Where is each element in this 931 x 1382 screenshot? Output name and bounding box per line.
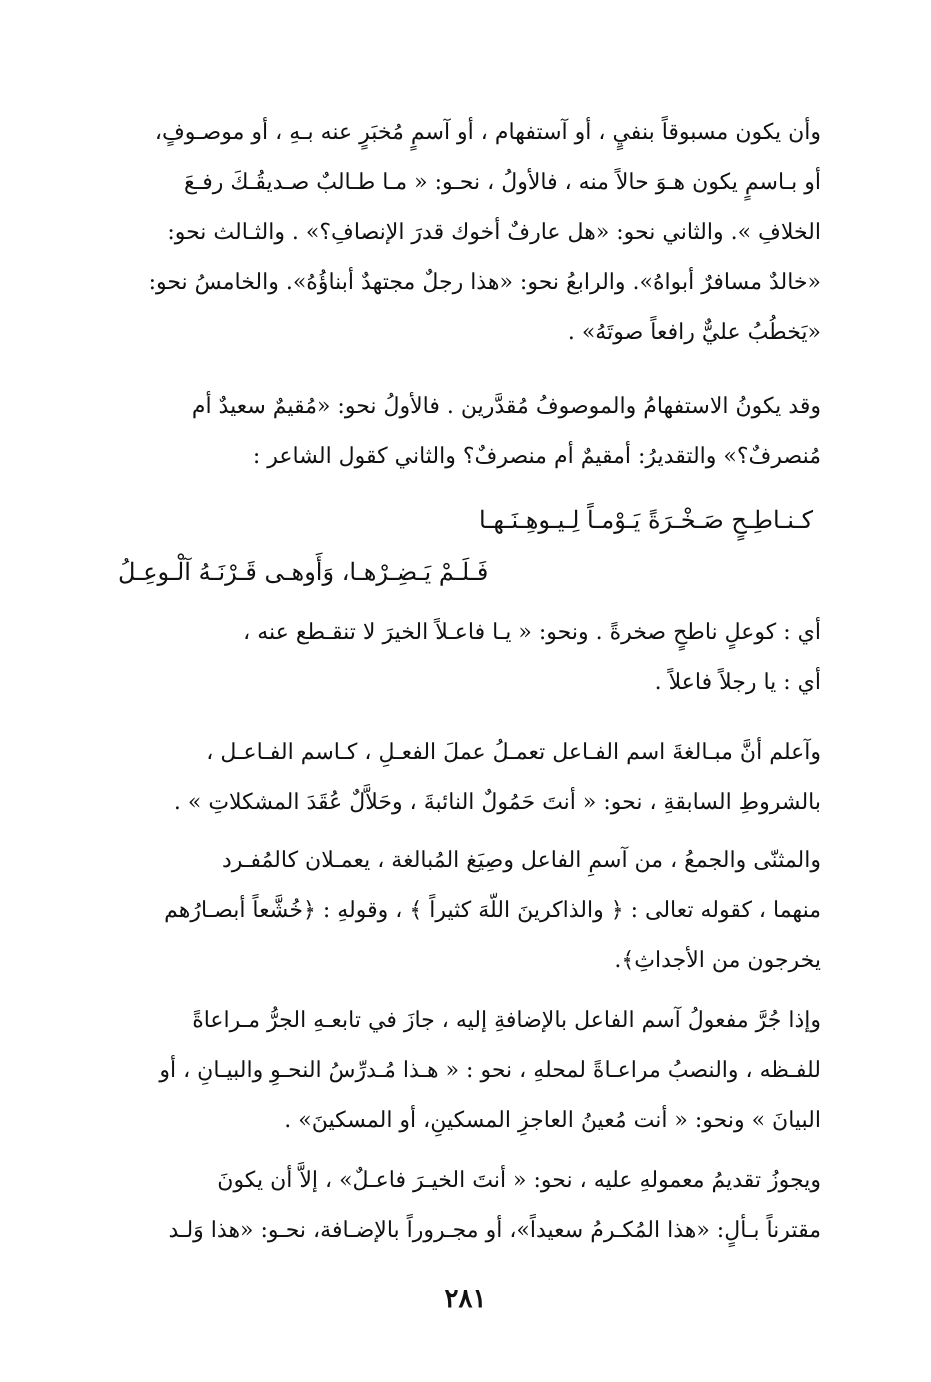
- paragraph-3: [118, 608, 821, 708]
- text-line: أو بـاسمٍ يكون هـوَ حالاً منه ، فالأولُ ، نحـو: « مـا طـالبٌ صـديقُـكَ رفـعَ: [184, 170, 821, 195]
- text-line: والمثنّى والجمعُ ، من آسمِ الفاعل وصِيَغ المُبالغة ، يعمـلان كالمُفـرد: [221, 848, 821, 873]
- page-number: ٢٨١: [444, 1284, 487, 1314]
- text-line: بالشروطِ السابقةِ ، نحو: « أنتَ حَمُولٌ النائبةَ ، وحَلاَّلٌ عُقَدَ المشكلاتِ » .: [173, 790, 821, 815]
- paragraph-1: [118, 108, 821, 358]
- text-line: أي : كوعلٍ ناطحٍ صخرةً . ونحو: « يـا فاعـلاً الخيرَ لا تنقـطع عنه ،: [243, 620, 821, 645]
- paragraph-6: [118, 996, 821, 1146]
- paragraph-2: [118, 382, 821, 482]
- text-line: وإذا جُرَّ مفعولُ آسم الفاعل بالإضافةِ إليه ، جازَ في تابعـهِ الجرُّ مـراعاةً: [192, 1008, 821, 1033]
- poetry-verse: [118, 494, 813, 598]
- text-line: وأن يكون مسبوقاً بنفيٍ ، أو آستفهام ، أو آسمٍ مُخبَرٍ عنه بـهِ ، أو موصـوفٍ،: [154, 120, 821, 145]
- verse-first-hemistich: كـنـاطِـحٍ صَـخْـرَةً يَـوْمـاً لِـيـوهِـنَـهـا: [479, 506, 813, 534]
- paragraph-5: [118, 836, 821, 986]
- text-line: البيانَ » ونحو: « أنت مُعينُ العاجزِ المسكينِ، أو المسكينَ» .: [284, 1108, 821, 1133]
- paragraph-7: [118, 1156, 821, 1256]
- text-line: للفـظه ، والنصبُ مراعـاةً لمحلهِ ، نحو : « هـذا مُـدرِّسُ النحـوِ والبيـانِ ، أو: [159, 1058, 821, 1083]
- text-line: الخلافِ ». والثاني نحو: «هل عارفٌ أخوك قدرَ الإنصافِ؟» . والثـالث نحو:: [167, 220, 821, 245]
- text-line: ويجوزُ تقديمُ معمولهِ عليه ، نحو: « أنتَ الخيـرَ فاعـلٌ» ، إلاَّ أن يكونَ: [217, 1168, 821, 1193]
- text-line: منهما ، كقوله تعالى : ﴿ والذاكرينَ اللّهَ كثيراً ﴾ ، وقولهِ : ﴿خُشَّعاً أبصـارُهم: [164, 898, 821, 923]
- text-line: وآعلم أنَّ مبـالغةَ اسم الفـاعل تعمـلُ عملَ الفعـلِ ، كـاسم الفـاعـل ،: [206, 740, 821, 765]
- text-line: «خالدٌ مسافرٌ أبواهُ». والرابعُ نحو: «هذا رجلٌ مجتهدٌ أبناؤُهُ». والخامسُ نحو:: [148, 270, 821, 295]
- text-line: مقترناً بـألٍ: «هذا المُكـرمُ سعيداً»، أو مجـروراً بالإضـافة، نحـو: «هذا وَلـد: [168, 1218, 821, 1243]
- text-line: «يَخطُبُ عليٌّ رافعاً صوتَهُ» .: [567, 320, 821, 345]
- paragraph-4: [118, 728, 821, 828]
- text-line: يخرجون من الأجداثِ﴾.: [614, 948, 821, 973]
- text-line: وقد يكونُ الاستفهامُ والموصوفُ مُقدَّرين . فالأولُ نحو: «مُقيمٌ سعيدٌ أم: [191, 394, 821, 419]
- verse-second-hemistich: فَـلَـمْ يَـضِـرْهـا، وَأَوهـى قَـرْنَـهُ آلْـوعِـلُ: [118, 558, 489, 586]
- text-line: أي : يا رجلاً فاعلاً .: [654, 670, 821, 695]
- text-line: مُنصرفٌ؟» والتقديرُ: أمقيمٌ أم منصرفٌ؟ والثاني كقول الشاعر :: [252, 444, 821, 469]
